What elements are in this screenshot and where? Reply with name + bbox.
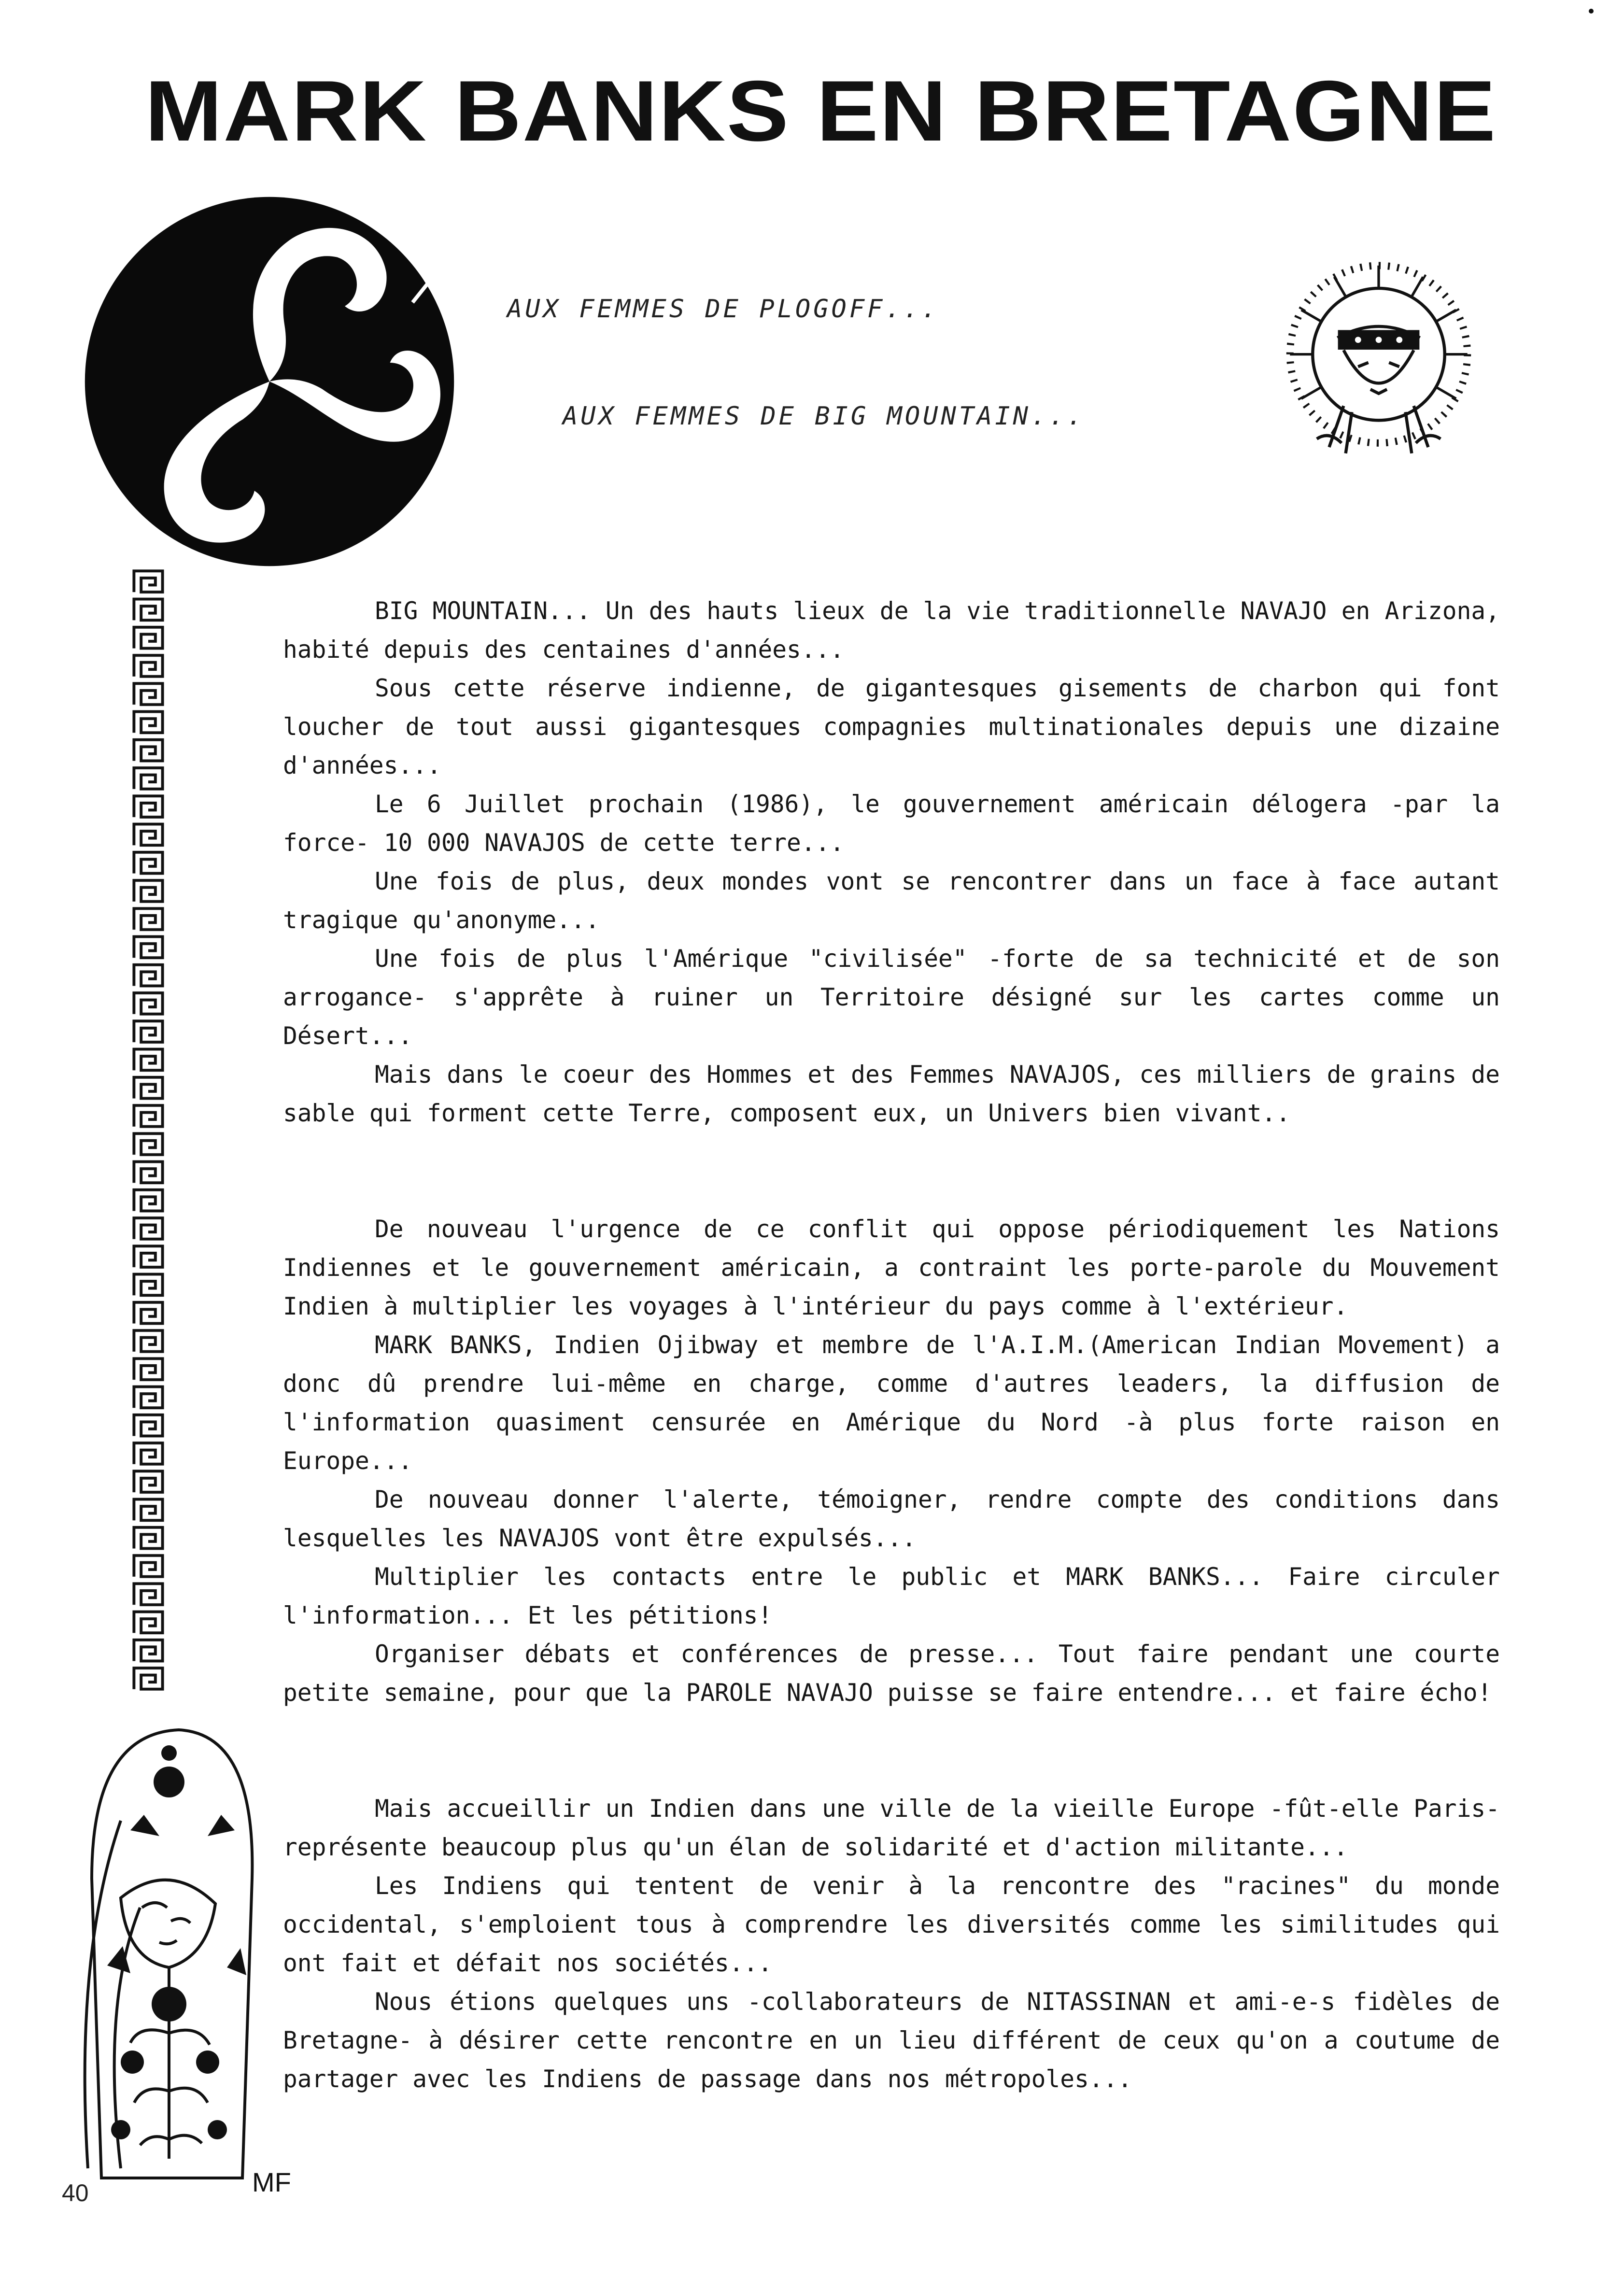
section-big-mountain: [283, 592, 1500, 1132]
paragraph: Mais dans le coeur des Hommes et des Femmes NAVAJOS, ces milliers de grains de sable qui forment cette Terre, composent eux, un Univers bien vivant..: [283, 1061, 1500, 1127]
paragraph: Mais accueillir un Indien dans une ville de la vieille Europe -fût-elle Paris- représente beaucoup plus qu'un élan de solidarité et d'action militante...: [283, 1795, 1500, 1861]
paragraph: Une fois de plus, deux mondes vont se rencontrer dans un face à face autant tragique qu'anonyme...: [283, 867, 1500, 934]
paragraph: Sous cette réserve indienne, de gigantesques gisements de charbon qui font loucher de tout aussi gigantesques compagnies multinationales depuis une dizaine d'années...: [283, 674, 1500, 779]
page-number: 40: [62, 2179, 89, 2206]
paragraph: Une fois de plus l'Amérique "civilisée" -forte de sa technicité et de son arrogance- s'apprête à ruiner un Territoire désigné sur les cartes comme un Désert...: [283, 945, 1500, 1050]
triskel-icon: [81, 193, 458, 570]
cradleboard-drawing-icon: [63, 1714, 291, 2197]
paragraph: Les Indiens qui tentent de venir à la rencontre des "racines" du monde occidental, s'emploient tous à comprendre les diversités comme les similitudes qui ont fait et défait nos sociétés...: [283, 1872, 1500, 1977]
dedication-big-mountain: AUX FEMMES DE BIG MOUNTAIN...: [563, 402, 1085, 431]
kachina-mask-icon: [1275, 251, 1483, 478]
section-europe: [283, 1789, 1500, 2098]
artist-signature: MF: [252, 2167, 291, 2197]
paragraph: Nous étions quelques uns -collaborateurs de NITASSINAN et ami-e-s fidèles de Bretagne- à désirer cette rencontre en un lieu différent de ceux qu'on a coutume de partager avec les Indiens de passage dans nos métropoles...: [283, 1988, 1500, 2093]
page-title: MARK BANKS EN BRETAGNE: [145, 63, 1497, 159]
scan-dot: [1589, 9, 1594, 14]
article-body: [283, 592, 1500, 2098]
paragraph: MARK BANKS, Indien Ojibway et membre de l'A.I.M.(American Indian Movement) a donc dû prendre lui-même en charge, comme d'autres leaders, la diffusion de l'information quasiment censurée en Amérique du Nord -à plus forte raison en Europe...: [283, 1331, 1500, 1475]
paragraph: Multiplier les contacts entre le public et MARK BANKS... Faire circuler l'information... Et les pétitions!: [283, 1563, 1500, 1629]
paragraph: De nouveau l'urgence de ce conflit qui oppose périodiquement les Nations Indiennes et le gouvernement américain, a contraint les porte-parole du Mouvement Indien à multiplier les voyages à l'intérieur du pays comme à l'extérieur.: [283, 1215, 1500, 1320]
dedication-plogoff: AUX FEMMES DE PLOGOFF...: [507, 295, 940, 324]
paragraph: Le 6 Juillet prochain (1986), le gouvernement américain délogera -par la force- 10 000 NAVAJOS de cette terre...: [283, 790, 1500, 857]
greek-key-border-icon: [130, 567, 166, 1693]
paragraph: BIG MOUNTAIN... Un des hauts lieux de la vie traditionnelle NAVAJO en Arizona, habité depuis des centaines d'années...: [283, 597, 1500, 664]
paragraph: Organiser débats et conférences de presse... Tout faire pendant une courte petite semaine, pour que la PAROLE NAVAJO puisse se faire entendre... et faire écho!: [283, 1640, 1500, 1707]
section-mark-banks: [283, 1210, 1500, 1712]
paragraph: De nouveau donner l'alerte, témoigner, rendre compte des conditions dans lesquelles les NAVAJOS vont être expulsés...: [283, 1485, 1500, 1552]
